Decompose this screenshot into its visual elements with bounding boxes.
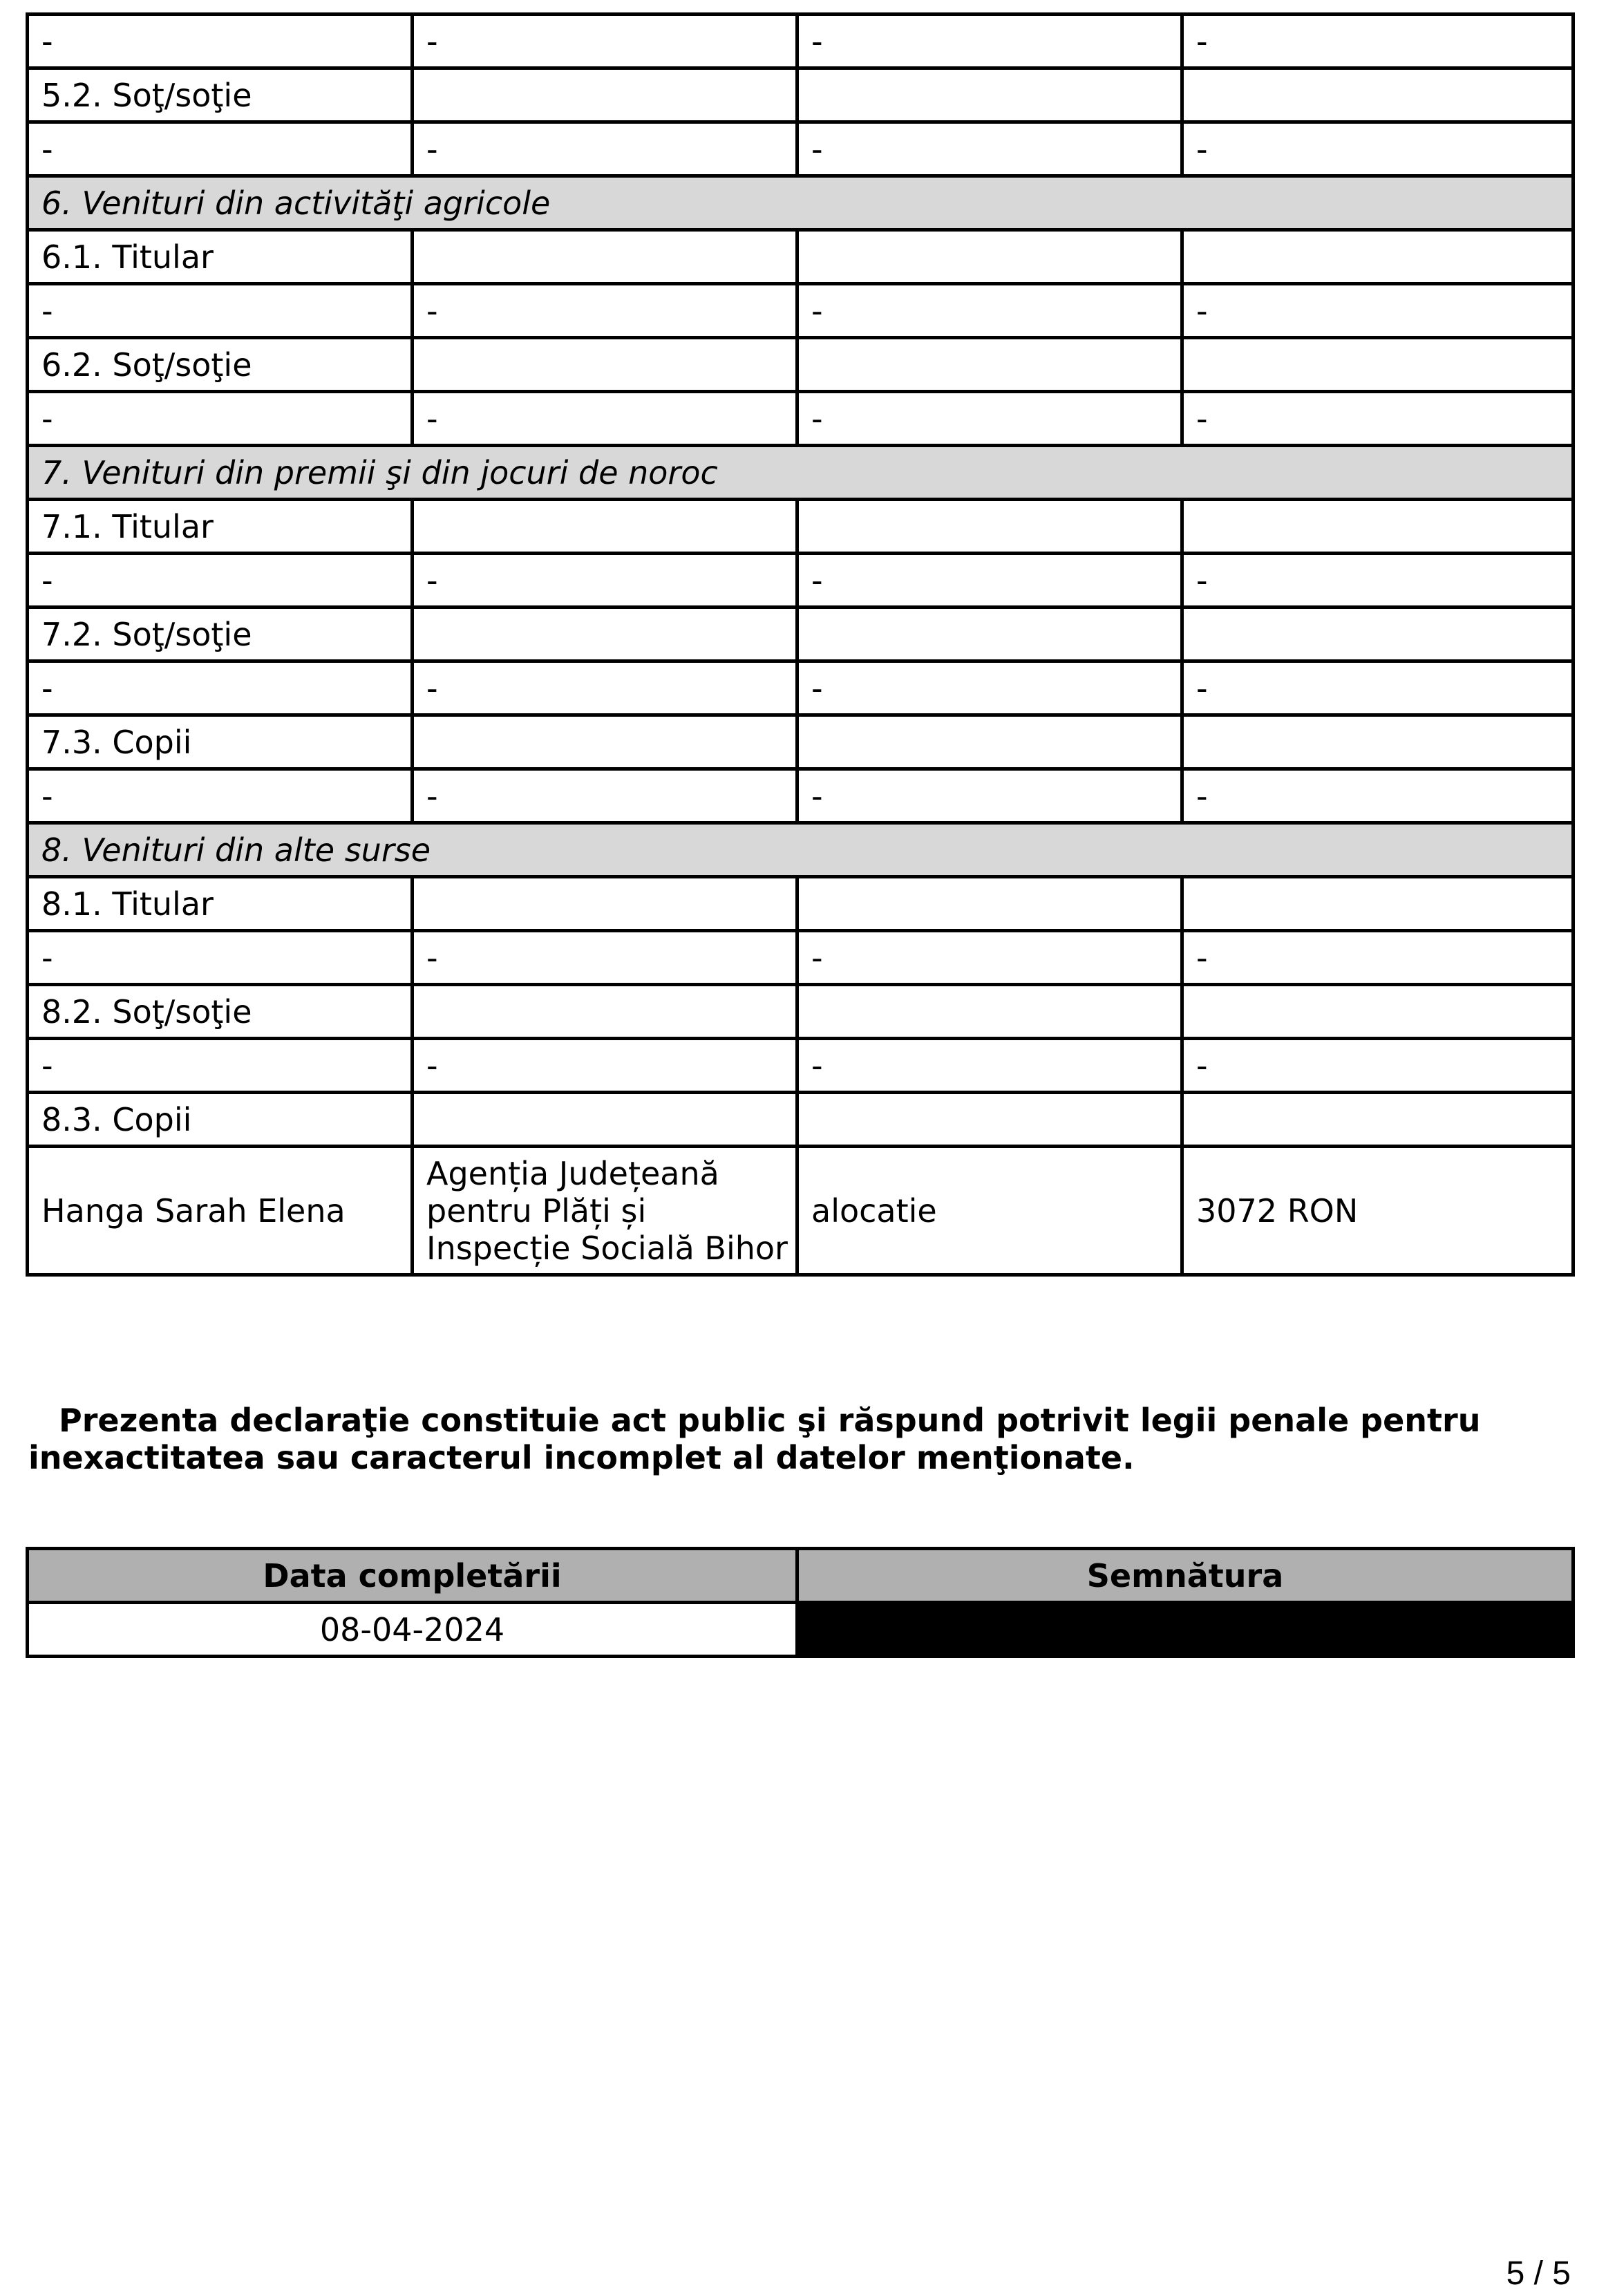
dash-cell: - [797, 392, 1182, 446]
section-header-row [28, 823, 1574, 877]
beneficiary-category-label: 7.2. Soţ/soţie [28, 608, 413, 661]
section-header-row [28, 176, 1574, 230]
beneficiary-category-label: 7.3. Copii [28, 715, 413, 769]
dash-cell: - [28, 661, 413, 715]
dash-cell: - [1182, 931, 1574, 985]
annual-income: 3072 RON [1182, 1147, 1574, 1275]
empty-cell [413, 608, 797, 661]
beneficiary-category-label: 6.2. Soţ/soţie [28, 338, 413, 392]
dash-cell: - [1182, 284, 1574, 338]
empty-cell [413, 338, 797, 392]
beneficiary-category-row [28, 985, 1574, 1039]
empty-entry-row [28, 284, 1574, 338]
empty-cell [1182, 877, 1574, 931]
empty-cell [413, 500, 797, 554]
empty-cell [413, 877, 797, 931]
dash-cell: - [1182, 15, 1574, 68]
beneficiary-category-label: 5.2. Soţ/soţie [28, 68, 413, 122]
section-title: 7. Venituri din premii şi din jocuri de noroc [28, 446, 1574, 500]
dash-cell: - [28, 554, 413, 608]
dash-cell: - [413, 554, 797, 608]
dash-cell: - [1182, 554, 1574, 608]
empty-cell [1182, 230, 1574, 284]
beneficiary-category-row [28, 715, 1574, 769]
empty-cell [1182, 608, 1574, 661]
dash-cell: - [28, 1039, 413, 1093]
dash-cell: - [797, 1039, 1182, 1093]
empty-cell [797, 877, 1182, 931]
completion-date: 08-04-2024 [28, 1603, 797, 1657]
empty-cell [413, 230, 797, 284]
dash-cell: - [1182, 769, 1574, 823]
beneficiary-category-label: 8.1. Titular [28, 877, 413, 931]
empty-cell [1182, 338, 1574, 392]
declaration-statement: Prezenta declaraţie constituie act public şi răspund potrivit legii penale pentru inexactitatea sau caracterul incomplet al datelor menţionate. [28, 1402, 1481, 1476]
dash-cell: - [413, 1039, 797, 1093]
dash-cell: - [1182, 661, 1574, 715]
income-table-body [28, 15, 1574, 1275]
empty-cell [1182, 715, 1574, 769]
section-title: 8. Venituri din alte surse [28, 823, 1574, 877]
beneficiary-category-row [28, 338, 1574, 392]
income-table [26, 12, 1575, 1277]
beneficiary-name: Hanga Sarah Elena [28, 1147, 413, 1275]
empty-cell [413, 985, 797, 1039]
dash-cell: - [1182, 1039, 1574, 1093]
beneficiary-category-label: 6.1. Titular [28, 230, 413, 284]
income-source: Agenția Județeană pentru Plăți și Inspecție Socială Bihor [413, 1147, 797, 1275]
beneficiary-category-label: 8.2. Soţ/soţie [28, 985, 413, 1039]
signature-header: Semnătura [797, 1549, 1574, 1603]
empty-cell [1182, 1093, 1574, 1147]
section-title: 6. Venituri din activităţi agricole [28, 176, 1574, 230]
empty-entry-row [28, 15, 1574, 68]
empty-cell [1182, 985, 1574, 1039]
dash-cell: - [413, 769, 797, 823]
dash-cell: - [28, 769, 413, 823]
empty-entry-row [28, 554, 1574, 608]
dash-cell: - [413, 931, 797, 985]
empty-cell [413, 68, 797, 122]
signature-table-row [28, 1603, 1574, 1657]
section-header-row [28, 446, 1574, 500]
dash-cell: - [797, 15, 1182, 68]
beneficiary-category-label: 7.1. Titular [28, 500, 413, 554]
dash-cell: - [28, 15, 413, 68]
empty-cell [413, 715, 797, 769]
empty-cell [797, 985, 1182, 1039]
beneficiary-category-row [28, 230, 1574, 284]
empty-cell [797, 1093, 1182, 1147]
empty-cell [797, 500, 1182, 554]
dash-cell: - [797, 284, 1182, 338]
dash-cell: - [797, 769, 1182, 823]
dash-cell: - [28, 284, 413, 338]
empty-entry-row [28, 122, 1574, 176]
dash-cell: - [797, 122, 1182, 176]
signature-table-header [28, 1549, 1574, 1603]
dash-cell: - [413, 284, 797, 338]
empty-cell [797, 608, 1182, 661]
beneficiary-category-row [28, 877, 1574, 931]
dash-cell: - [797, 931, 1182, 985]
beneficiary-category-row [28, 1093, 1574, 1147]
dash-cell: - [413, 392, 797, 446]
dash-cell: - [797, 554, 1182, 608]
redacted-signature [797, 1603, 1574, 1657]
date-header: Data completării [28, 1549, 797, 1603]
empty-cell [413, 1093, 797, 1147]
service-provided: alocatie [797, 1147, 1182, 1275]
dash-cell: - [413, 122, 797, 176]
signature-table [26, 1547, 1575, 1658]
income-entry-row [28, 1147, 1574, 1275]
empty-cell [797, 715, 1182, 769]
empty-cell [797, 230, 1182, 284]
dash-cell: - [413, 661, 797, 715]
dash-cell: - [1182, 122, 1574, 176]
empty-entry-row [28, 661, 1574, 715]
dash-cell: - [797, 661, 1182, 715]
empty-cell [797, 338, 1182, 392]
empty-cell [1182, 500, 1574, 554]
page-number: 5 / 5 [1506, 2255, 1571, 2292]
beneficiary-category-label: 8.3. Copii [28, 1093, 413, 1147]
empty-cell [1182, 68, 1574, 122]
beneficiary-category-row [28, 68, 1574, 122]
empty-cell [797, 68, 1182, 122]
empty-entry-row [28, 1039, 1574, 1093]
empty-entry-row [28, 392, 1574, 446]
dash-cell: - [28, 392, 413, 446]
dash-cell: - [28, 122, 413, 176]
beneficiary-category-row [28, 500, 1574, 554]
beneficiary-category-row [28, 608, 1574, 661]
empty-entry-row [28, 769, 1574, 823]
dash-cell: - [413, 15, 797, 68]
dash-cell: - [1182, 392, 1574, 446]
dash-cell: - [28, 931, 413, 985]
empty-entry-row [28, 931, 1574, 985]
